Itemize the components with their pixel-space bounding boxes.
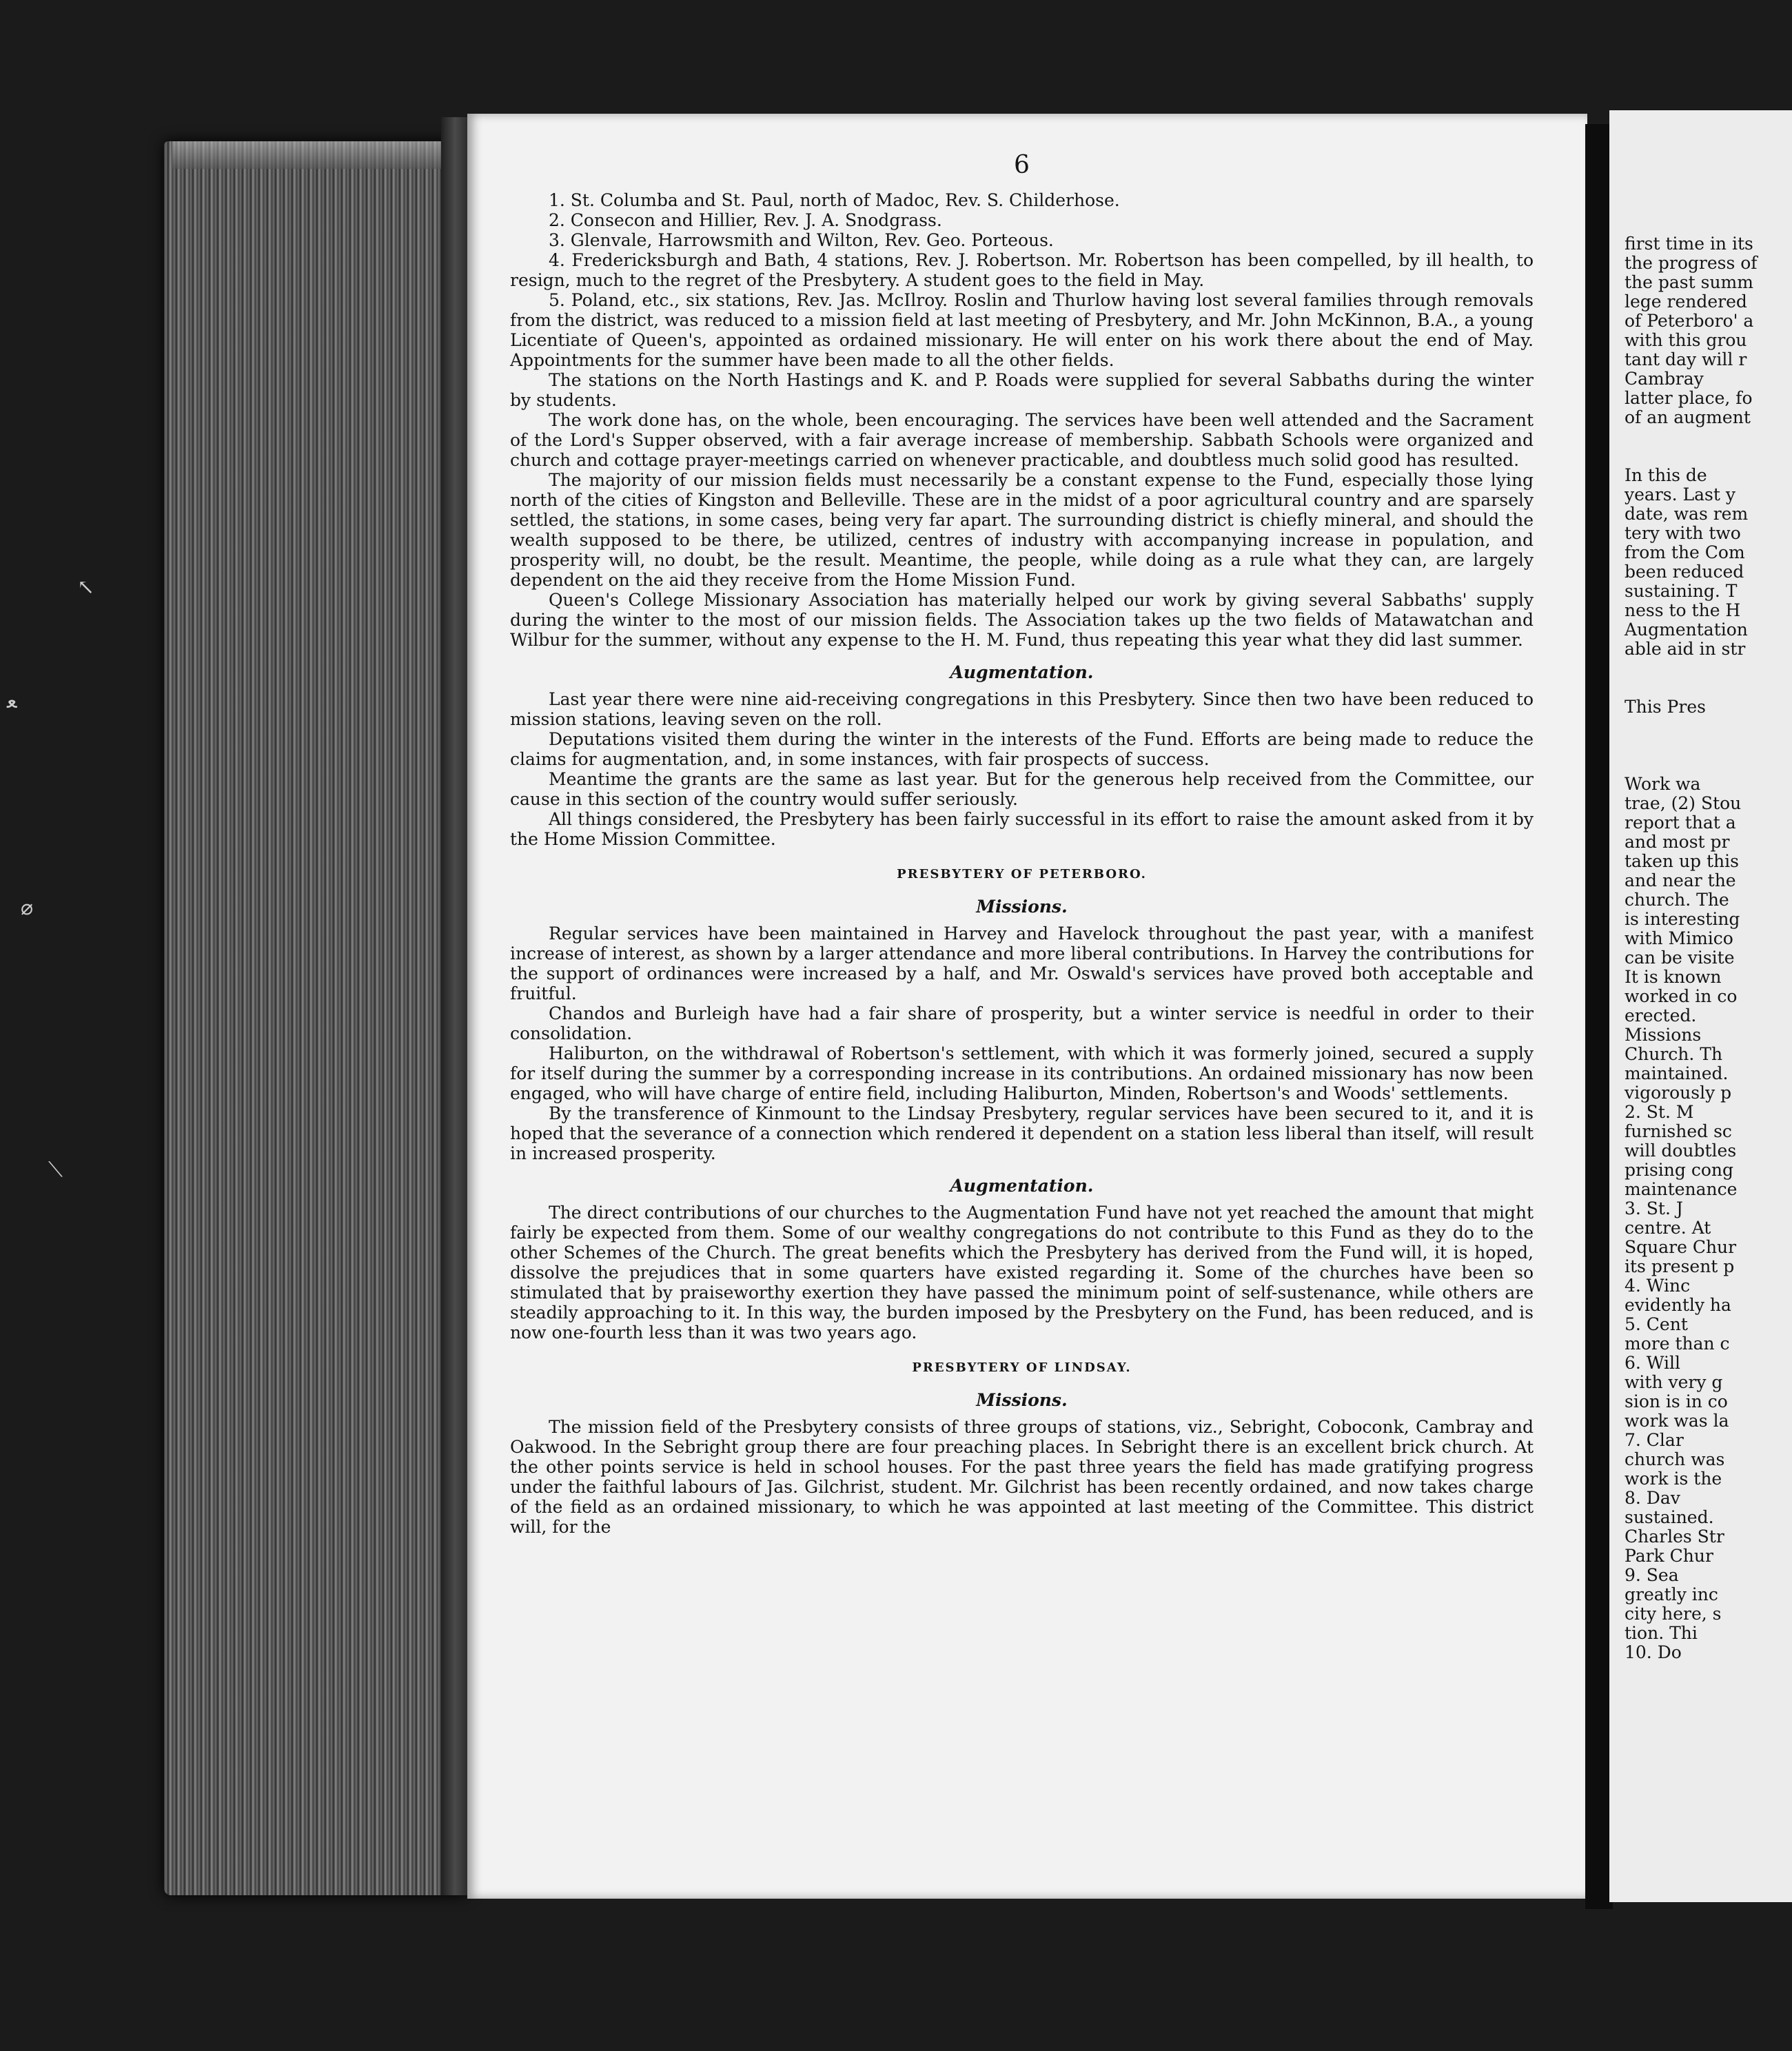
left-page xyxy=(467,114,1587,1899)
right-page-line: 3. St. J xyxy=(1625,1198,1683,1218)
right-page-line: ness to the H xyxy=(1625,600,1741,620)
right-page-line: church was xyxy=(1625,1449,1725,1469)
right-page-line: 2. St. M xyxy=(1625,1102,1694,1122)
right-page-line: of an augment xyxy=(1625,407,1751,427)
section-heading-missions: Missions. xyxy=(976,897,1068,917)
right-page-line: tant day will r xyxy=(1625,349,1747,369)
film-speck: ↖ xyxy=(77,575,95,600)
section-heading-missions: Missions. xyxy=(976,1390,1068,1410)
film-speck: ⌀ xyxy=(21,896,34,920)
paragraph: By the transference of Kinmount to the Lindsay Presbytery, regular services have been secured to it, and it is hoped that the severance of a connection which rendered it dependent on a station less liberal than itself, will result in increased prosperity. xyxy=(510,1103,1534,1163)
section-heading-augmentation: Augmentation. xyxy=(950,1176,1094,1196)
right-page-line: with this grou xyxy=(1625,330,1747,350)
right-page-line: sustaining. T xyxy=(1625,581,1738,601)
list-item: 3. Glenvale, Harrowsmith and Wilton, Rev. Geo. Porteous. xyxy=(549,230,1054,250)
paragraph: The majority of our mission fields must necessarily be a constant expense to the Fund, especially those lying north of the cities of Kingston and Belleville. These are in the midst of a poor agricultural country and are sparsely settled, the stations, in some cases, being very far apart. The surrounding district is chiefly mineral, and should the wealth supposed to be there, be utilized, centres of industry with accompanying increase in population, and prosperity will, no doubt, be the result. Meantime, the people, while doing as a rule what they can, are largely dependent on the aid they receive from the Home Mission Fund. xyxy=(510,470,1534,590)
right-page-line xyxy=(1625,717,1792,736)
right-page-line: work is the xyxy=(1625,1469,1722,1489)
right-page-line: tery with two xyxy=(1625,523,1741,543)
paragraph: Haliburton, on the withdrawal of Robertson's settlement, with which it was formerly joined, secured a supply for itself during the summer by a corresponding increase in its contributions. An ordained missionary has now been engaged, who will have charge of entire field, including Haliburton, Minden, Robertson's and Woods' settlements. xyxy=(510,1043,1534,1103)
right-page-line: from the Com xyxy=(1625,542,1745,562)
right-page-line: prising cong xyxy=(1625,1160,1733,1180)
right-page-line: 4. Winc xyxy=(1625,1276,1691,1296)
paragraph: Chandos and Burleigh have had a fair share of prosperity, but a winter service is needful in order to their consolidation. xyxy=(510,1003,1534,1043)
right-page-line: tion. Thi xyxy=(1625,1623,1698,1643)
right-page-line xyxy=(1625,659,1792,678)
right-page-text xyxy=(1625,234,1792,1662)
right-page-line: date, was rem xyxy=(1625,504,1749,524)
right-page-line: church. The xyxy=(1625,890,1729,910)
right-page-line: It is known xyxy=(1625,967,1722,987)
right-page-line: with Mimico xyxy=(1625,928,1733,948)
paragraph: Regular services have been maintained in Harvey and Havelock throughout the past year, with a manifest increase of interest, as shown by a larger attendance and more liberal contributions. In Harvey the contributions for the support of ordinances were increased by a half, and Mr. Oswald's services have proved both acceptable and fruitful. xyxy=(510,924,1534,1003)
right-page-line: furnished sc xyxy=(1625,1121,1732,1141)
right-page-line: will doubtles xyxy=(1625,1141,1737,1161)
right-page-line: is interesting xyxy=(1625,909,1740,929)
right-page-line: lege rendered xyxy=(1625,292,1747,312)
right-page-line: city here, s xyxy=(1625,1604,1722,1624)
right-page-line: erected. xyxy=(1625,1006,1697,1026)
right-page-line: maintenance xyxy=(1625,1179,1738,1199)
right-page-line: 8. Dav xyxy=(1625,1488,1680,1508)
right-page-line: In this de xyxy=(1625,465,1707,485)
presbytery-heading-peterboro: PRESBYTERY OF PETERBORO. xyxy=(897,867,1147,881)
right-page-line: Work wa xyxy=(1625,774,1701,794)
right-page-line: greatly inc xyxy=(1625,1584,1718,1604)
right-page-line xyxy=(1625,736,1792,755)
list-item: 5. Poland, etc., six stations, Rev. Jas. McIlroy. Roslin and Thurlow having lost several families through removals from the district, was reduced to a mission field at last meeting of Presbytery, and Mr. John McKinnon, B.A., a young Licentiate of Queen's, appointed as ordained missionary. He will enter on his work there about the end of May. Appointments for the summer have been made to all the other fields. xyxy=(510,290,1534,370)
right-page-line: the progress of xyxy=(1625,253,1758,273)
right-page-line: sion is in co xyxy=(1625,1391,1728,1411)
right-page-line: taken up this xyxy=(1625,851,1739,871)
right-page-line: report that a xyxy=(1625,813,1736,833)
right-page-line: its present p xyxy=(1625,1256,1735,1276)
film-speck: ⟍ xyxy=(48,1158,63,1182)
paragraph: The mission field of the Presbytery consists of three groups of stations, viz., Sebright, Coboconk, Cambray and Oakwood. In the Sebright group there are four preaching places. In Sebright there is an excellent brick church. At the other points service is held in school houses. For the past three years the field has made gratifying progress under the faithful labours of Jas. Gilchrist, student. Mr. Gilchrist has been recently ordained, and now takes charge of the field as an ordained missionary, to which he was appointed at last meeting of the Committee. This district will, for the xyxy=(510,1417,1534,1537)
paragraph: All things considered, the Presbytery has been fairly successful in its effort to raise the amount asked from it by the Home Mission Committee. xyxy=(510,809,1534,849)
right-page xyxy=(1609,110,1792,1902)
list-item: 1. St. Columba and St. Paul, north of Madoc, Rev. S. Childerhose. xyxy=(549,190,1120,210)
right-page-line: centre. At xyxy=(1625,1218,1711,1238)
paragraph: The work done has, on the whole, been encouraging. The services have been well attended and the Sacrament of the Lord's Supper observed, with a fair average increase of membership. Sabbath Schools were organized and church and cottage prayer-meetings carried on whenever practicable, and doubtless much solid good has resulted. xyxy=(510,410,1534,470)
right-page-line: evidently ha xyxy=(1625,1295,1731,1315)
right-page-line: 9. Sea xyxy=(1625,1565,1679,1585)
book-spine-shadow xyxy=(1585,124,1613,1909)
right-page-line: Cambray xyxy=(1625,369,1704,389)
right-page-line: years. Last y xyxy=(1625,484,1735,504)
right-page-line: been reduced xyxy=(1625,562,1744,582)
right-page-line: vigorously p xyxy=(1625,1083,1732,1103)
right-page-line: 5. Cent xyxy=(1625,1314,1688,1334)
paragraph: Last year there were nine aid-receiving congregations in this Presbytery. Since then two have been reduced to mission stations, leaving seven on the roll. xyxy=(510,689,1534,729)
right-page-line: Missions xyxy=(1625,1025,1702,1045)
right-page-line: and near the xyxy=(1625,870,1736,890)
right-page-line: Charles Str xyxy=(1625,1527,1724,1547)
list-item: 4. Fredericksburgh and Bath, 4 stations, Rev. J. Robertson. Mr. Robertson has been compelled, by ill health, to resign, much to the regret of the Presbytery. A student goes to the field in May. xyxy=(510,250,1534,290)
right-page-line: 6. Will xyxy=(1625,1353,1681,1373)
right-page-line: latter place, fo xyxy=(1625,388,1753,408)
right-page-line: 10. Do xyxy=(1625,1642,1682,1662)
paragraph: The direct contributions of our churches to the Augmentation Fund have not yet reached the amount that might fairly be expected from them. Some of our wealthy congregations do not contribute to this Fund as they do to the other Schemes of the Church. The great benefits which the Presbytery has derived from the Fund will, it is hoped, dissolve the prejudices that in some quarters have existed regarding it. Some of the churches have been so stimulated that by praiseworthy exertion they have passed the minimum point of self-sustenance, while others are steadily approaching to it. In this way, the burden imposed by the Presbytery on the Fund, has been reduced, and is now one-fourth less than it was two years ago. xyxy=(510,1203,1534,1343)
right-page-line: can be visite xyxy=(1625,948,1735,968)
right-page-line: This Pres xyxy=(1625,697,1706,717)
right-page-line: work was la xyxy=(1625,1411,1729,1431)
presbytery-heading-lindsay: PRESBYTERY OF LINDSAY. xyxy=(912,1360,1132,1375)
list-item: 2. Consecon and Hillier, Rev. J. A. Snodgrass. xyxy=(549,210,942,230)
right-page-line xyxy=(1625,427,1792,447)
right-page-line: Square Chur xyxy=(1625,1237,1737,1257)
right-page-line: Church. Th xyxy=(1625,1044,1723,1064)
right-page-line: Augmentation xyxy=(1625,620,1748,640)
right-page-line: sustained. xyxy=(1625,1507,1714,1527)
right-page-line: Park Chur xyxy=(1625,1546,1713,1566)
right-page-line: the past summ xyxy=(1625,272,1753,292)
page-number: 6 xyxy=(1014,151,1030,179)
book-page-edges xyxy=(164,141,467,1895)
paragraph: Queen's College Missionary Association has materially helped our work by giving several Sabbaths' supply during the winter to the most of our mission fields. The Association takes up the two fields of Matawatchan and Wilbur for the summer, without any expense to the H. M. Fund, thus repeating this year what they did last summer. xyxy=(510,590,1534,650)
paragraph: The stations on the North Hastings and K. and P. Roads were supplied for several Sabbaths during the winter by students. xyxy=(510,370,1534,410)
paragraph: Deputations visited them during the winter in the interests of the Fund. Efforts are being made to reduce the claims for augmentation, and, in some instances, with fair prospects of success. xyxy=(510,729,1534,769)
right-page-line: 7. Clar xyxy=(1625,1430,1684,1450)
right-page-line: maintained. xyxy=(1625,1063,1729,1083)
right-page-line: of Peterboro' a xyxy=(1625,311,1754,331)
left-page-text xyxy=(510,151,1534,1537)
right-page-line: worked in co xyxy=(1625,986,1738,1006)
right-page-line: able aid in str xyxy=(1625,639,1746,659)
book-gutter xyxy=(441,117,469,1895)
right-page-line xyxy=(1625,755,1792,775)
film-speck: ﻌ xyxy=(7,689,17,713)
right-page-line: more than c xyxy=(1625,1334,1730,1354)
book-edge-highlight xyxy=(172,141,469,169)
right-page-line: and most pr xyxy=(1625,832,1730,852)
right-page-line xyxy=(1625,447,1792,466)
right-page-line: trae, (2) Stou xyxy=(1625,793,1742,813)
right-page-line: first time in its xyxy=(1625,234,1753,254)
paragraph: Meantime the grants are the same as last year. But for the generous help received from the Committee, our cause in this section of the country would suffer seriously. xyxy=(510,769,1534,809)
right-page-line: with very g xyxy=(1625,1372,1723,1392)
right-page-line xyxy=(1625,678,1792,697)
section-heading-augmentation: Augmentation. xyxy=(950,662,1094,682)
